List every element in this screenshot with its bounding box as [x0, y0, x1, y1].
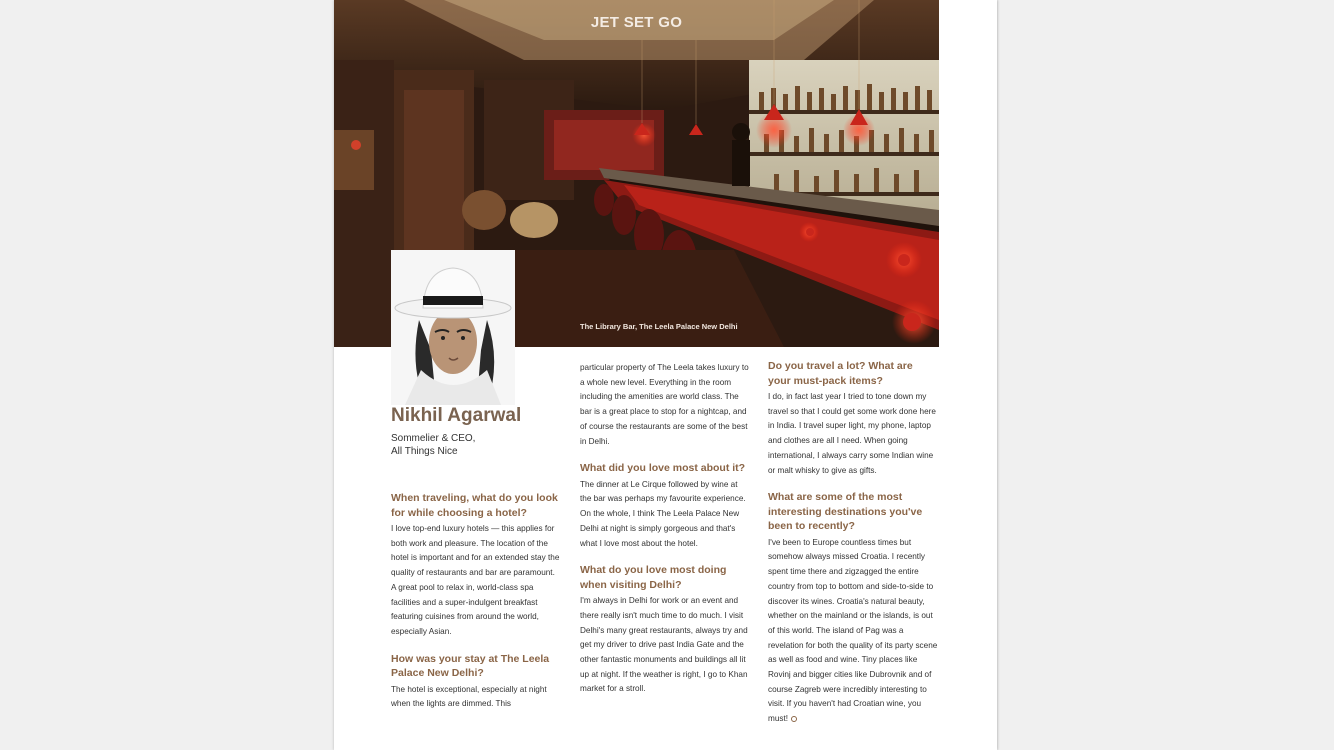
portrait-photo — [391, 250, 515, 405]
answer-text: particular property of The Leela takes luxury to a whole new level. Everything in the room including the amenities are world class. The bar is a great place to stop for a nightcap, and of course the restaurants are some of the best in Delhi. — [580, 363, 749, 446]
answer-text: The hotel is exceptional, especially at night when the lights are dimmed. This — [391, 684, 547, 709]
question-heading: What do you love most doing when visiting Delhi? — [580, 564, 727, 591]
question-heading: When traveling, what do you look for while choosing a hotel? — [391, 492, 558, 519]
photo-caption: The Library Bar, The Leela Palace New Delhi — [580, 322, 738, 331]
answer-text: I do, in fact last year I tried to tone down my travel so that I could get some work done here in India. I travel super light, my phone, laptop and clothes are all I need. When going international, I always carry some Indian wine or malt whisky to give as gifts. — [768, 392, 936, 475]
answer-text: I love top-end luxury hotels — this applies for both work and pleasure. The location of the hotel is important and for an extended stay the quality of restaurants and bar are paramount. A great pool to relax in, world-class spa facilities and a super-indulgent breakfast featuring cuisines from around the world, especially Asian. — [391, 524, 560, 636]
answer-body: I've been to Europe countless times but somehow always missed Croatia. I recently spent time there and zigzagged the entire country from top to bottom and side-to-side to discover its wines. Croatia's natural beauty, whether on the mainland or the islands, is out of this world. The island of Pag was a revelation for both the quality of its party scene as well as food and wine. Tiny places like Rovinj and bigger cities like Dubrovnik and of course Zagreb were incredibly interesting to visit. If you haven't had Croatian wine, you must! — [768, 537, 938, 724]
magazine-title: JET SET GO — [590, 14, 683, 31]
question-heading: How was your stay at The Leela Palace New Delhi? — [391, 652, 550, 680]
article-column-1 — [391, 491, 561, 712]
answer-text — [768, 536, 938, 727]
end-mark-icon — [791, 716, 797, 722]
interviewee-role — [391, 432, 541, 458]
article-column-3 — [768, 359, 938, 727]
answer-text: The dinner at Le Cirque followed by wine at the bar was perhaps my favourite experience. On the whole, I think The Leela Palace New Delhi at night is simply gorgeous and that's what I love most about the hotel. — [580, 479, 746, 548]
role-line: All Things Nice — [391, 446, 458, 457]
question-heading: What did you love most about it? — [580, 462, 746, 475]
article-column-2 — [580, 361, 750, 697]
answer-text: I'm always in Delhi for work or an event and there really isn't much time to do much. I visit Delhi's many great restaurants, always try and get my driver to drive past India Gate and the other fantastic monuments and buildings all lit up at night. If the weather is right, I go to Khan market for a stroll. — [580, 596, 748, 694]
question-heading: Do you travel a lot? What are your must-pack items? — [768, 360, 913, 387]
role-line: Sommelier & CEO, — [391, 433, 476, 444]
magazine-page — [334, 0, 997, 750]
man-in-hat-illustration — [391, 250, 515, 405]
interviewee-name: Nikhil Agarwal — [391, 405, 522, 426]
question-heading: What are some of the most interesting destinations you've been to recently? — [768, 491, 923, 533]
